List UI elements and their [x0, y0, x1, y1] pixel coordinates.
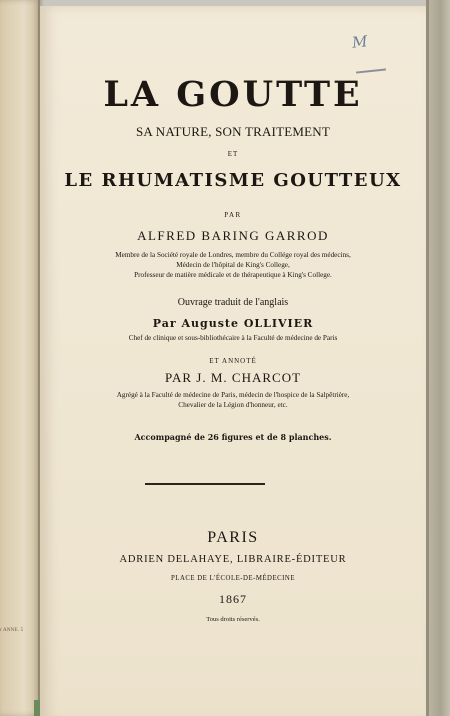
- imprint-publisher: ADRIEN DELAHAYE, LIBRAIRE-ÉDITEUR: [119, 554, 347, 565]
- annotated-note: ET ANNOTÉ: [209, 357, 257, 365]
- annotator-credential: Chevalier de la Légion d'honneur, etc.: [178, 401, 288, 409]
- illustrations-note: Accompagné de 26 figures et de 8 planches.: [134, 432, 332, 442]
- imprint-address: PLACE DE L'ÉCOLE-DE-MÉDECINE: [171, 575, 295, 582]
- author-credential: Médecin de l'hôpital de King's College,: [176, 261, 290, 269]
- by-label: PAR: [224, 211, 242, 219]
- translator-credentials: Chef de clinique et sous-bibliothécaire à la Faculté de médecine de Paris: [128, 334, 338, 342]
- translated-note: Ouvrage traduit de l'anglais: [177, 297, 289, 308]
- conjunction: ET: [227, 150, 239, 158]
- author-name: ALFRED BARING GARROD: [137, 228, 329, 243]
- pencil-mark: M: [351, 32, 369, 52]
- book-subtitle: SA NATURE, SON TRAITEMENT: [136, 124, 330, 139]
- page-edge: [426, 0, 450, 716]
- left-facing-leaf: [0, 0, 40, 716]
- author-credential: Professeur de matière médicale et de thérapeutique à King's College.: [134, 271, 332, 279]
- imprint-year: 1867: [219, 592, 247, 606]
- author-credential: Membre de la Société royale de Londres, membre du Collége royal des médecins,: [115, 251, 351, 259]
- book-title-second: LE RHUMATISME GOUTTEUX: [64, 170, 402, 191]
- imprint-city: PARIS: [207, 529, 259, 546]
- divider-rule: [145, 483, 265, 485]
- annotator-name: PAR J. M. CHARCOT: [164, 370, 302, 385]
- rights-notice: Tous droits réservés.: [206, 616, 260, 623]
- translator-name: Par Auguste OLLIVIER: [152, 317, 314, 330]
- left-leaf-edge-text: r ANNE. 5: [0, 628, 24, 633]
- annotator-credential: Agrégé à la Faculté de médecine de Paris, médecin de l'hospice de la Salpêtrière,: [116, 391, 350, 399]
- book-title: LA GOUTTE: [103, 74, 363, 115]
